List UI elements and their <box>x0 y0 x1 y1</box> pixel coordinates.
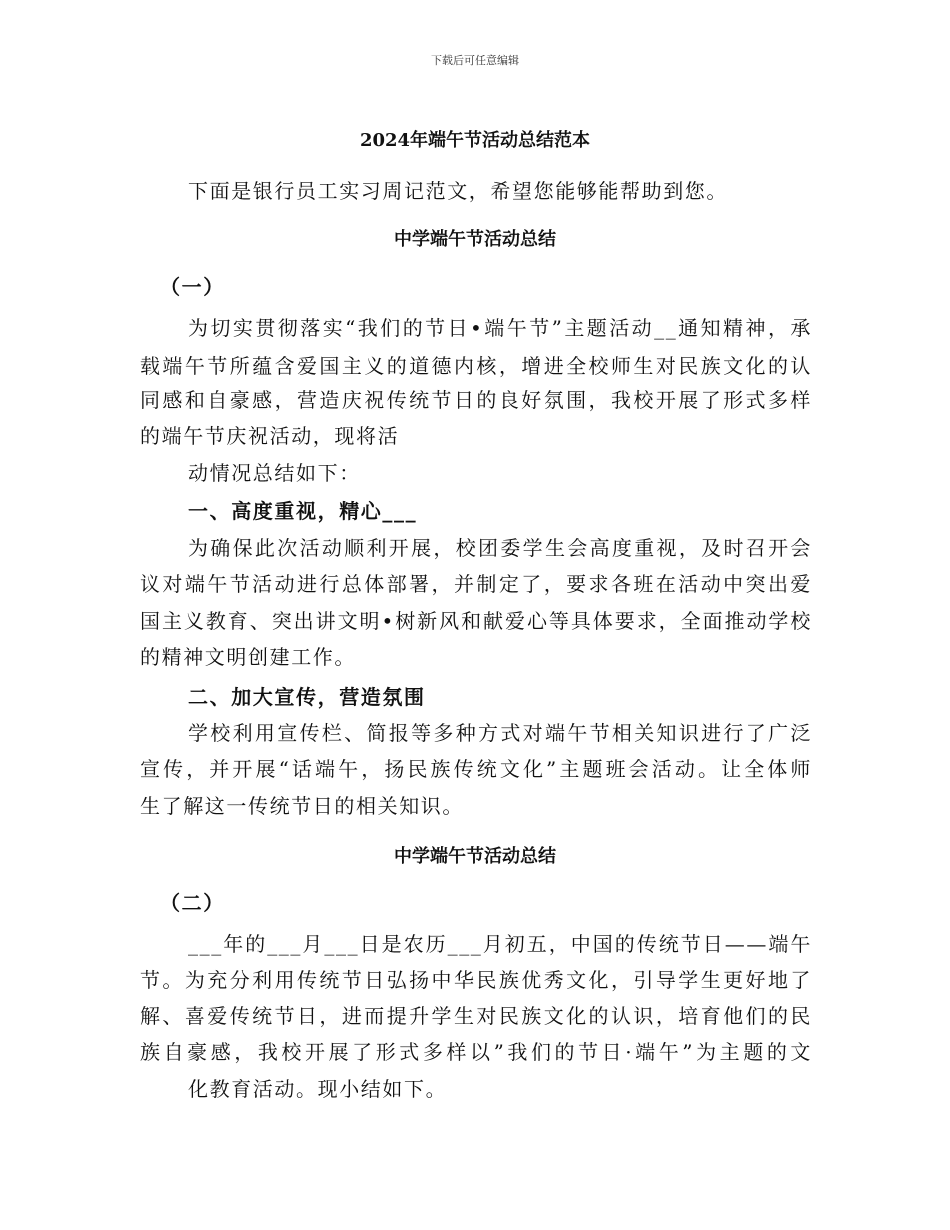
section1-heading-2: 二、加大宣传，营造氛围 <box>188 685 426 709</box>
section2-title: 中学端午节活动总结 <box>394 846 556 867</box>
paragraph-line: 解、喜爱传统节日，进而提升学生对民族文化的认识，培育他们的民 <box>140 1004 812 1028</box>
paragraph-line: 族自豪感，我校开展了形式多样以”我们的节日·端午”为主题的文 <box>140 1040 812 1064</box>
paragraph-line: 的端午节庆祝活动，现将活 <box>140 424 400 448</box>
paragraph-line: 同感和自豪感，营造庆祝传统节日的良好氛围，我校开展了形式多样 <box>140 388 812 412</box>
section1-title: 中学端午节活动总结 <box>394 229 556 250</box>
paragraph-line: 为确保此次活动顺利开展，校团委学生会高度重视，及时召开会 <box>188 536 812 560</box>
paragraph-line: 议对端午节活动进行总体部署，并制定了，要求各班在活动中突出爱 <box>140 572 812 596</box>
section2-number: （二） <box>160 891 225 915</box>
section1-heading-1: 一、高度重视，精心___ <box>188 499 418 523</box>
paragraph-line: 学校利用宣传栏、简报等多种方式对端午节相关知识进行了广泛 <box>188 721 812 745</box>
paragraph-line: 动情况总结如下： <box>188 461 361 485</box>
paragraph-line: 生了解这一传统节日的相关知识。 <box>140 794 464 818</box>
intro-text: 下面是银行员工实习周记范文，希望您能够能帮助到您。 <box>188 179 728 203</box>
paragraph-line: 载端午节所蕴含爱国主义的道德内核，增进全校师生对民族文化的认 <box>140 354 812 378</box>
paragraph-line: 的精神文明创建工作。 <box>140 645 356 669</box>
paragraph-line: ___年的___月___日是农历___月初五，中国的传统节日——端午 <box>188 932 812 956</box>
paragraph-line: 为切实贯彻落实“我们的节日•端午节”主题活动__通知精神，承 <box>188 316 812 340</box>
paragraph-line: 节。为充分利用传统节日弘扬中华民族优秀文化，引导学生更好地了 <box>140 968 812 992</box>
document-title: 2024年端午节活动总结范本 <box>359 130 591 151</box>
section1-number: （一） <box>160 275 225 299</box>
paragraph-line: 化教育活动。现小结如下。 <box>188 1077 448 1101</box>
paragraph-line: 宣传，并开展“话端午，扬民族传统文化”主题班会活动。让全体师 <box>140 757 812 781</box>
paragraph-line: 国主义教育、突出讲文明•树新风和献爱心等具体要求，全面推动学校 <box>140 609 812 633</box>
header-note: 下载后可任意编辑 <box>431 54 519 67</box>
